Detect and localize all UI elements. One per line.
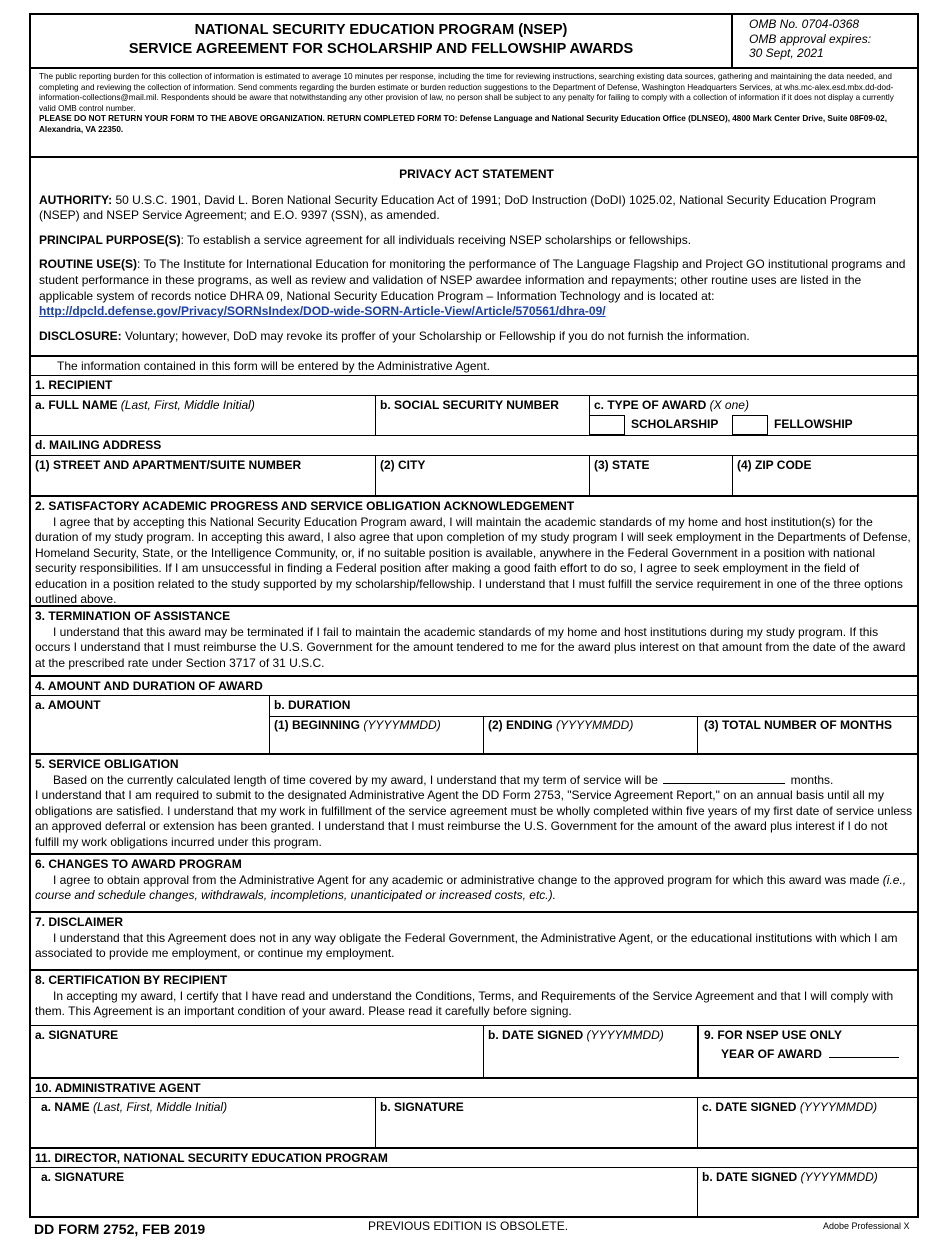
agent-name-hint: (Last, First, Middle Initial) [93,1100,228,1114]
section-10-row [31,1097,917,1147]
city-field[interactable] [375,456,589,495]
section-2-title: 2. SATISFACTORY ACADEMIC PROGRESS AND SERVICE OBLIGATION ACKNOWLEDGEMENT [35,499,575,513]
mailing-address-header [31,435,917,455]
agent-date-label: c. DATE SIGNED [702,1100,797,1114]
info-note-row [31,355,917,375]
state-label: (3) STATE [594,458,650,472]
authority-paragraph [39,193,914,224]
section-7-body: I understand that this Agreement does not in any way obligate the Federal Government, the Administrative Agent, or the educational institutions with which I am associated to provide me employment, or continue my employment. [35,930,898,960]
obsolete-notice: PREVIOUS EDITION IS OBSOLETE. [368,1219,569,1233]
months-label: months. [790,772,834,787]
disclosure-paragraph [39,329,914,345]
ssn-field[interactable] [375,396,589,435]
software-note: Adobe Professional X [823,1221,910,1231]
ssn-label: b. SOCIAL SECURITY NUMBER [380,398,559,412]
director-signature-label: a. SIGNATURE [41,1170,125,1184]
agent-signature-label: b. SIGNATURE [380,1100,464,1114]
ending-hint: (YYYYMMDD) [556,718,634,732]
recipient-signature-label: a. SIGNATURE [35,1028,119,1042]
section-3-body: I understand that this award may be terminated if I fail to maintain the academic standards of my home and host institutions during my study program. If this occurs I understand that I must reimburse the U.S. Government for the amount tendered to me for the award plus interest on that amount from the date of the award at the prescribed rate under Section 3717 of 31 U.S.C. [35,624,906,670]
divider [31,156,917,158]
recipient-signature-field[interactable] [31,1026,483,1077]
fellowship-checkbox[interactable] [732,415,768,435]
mailing-address-row [31,455,917,495]
disclosure-text: Voluntary; however, DoD may revoke its proffer of your Scholarship or Fellowship if you do not furnish the information. [121,328,750,343]
section-1-title: 1. RECIPIENT [35,378,113,392]
ending-field[interactable] [483,716,697,754]
year-of-award-input[interactable] [829,1047,899,1058]
section-8 [31,969,917,1025]
section-3 [31,605,917,675]
section-11-row [31,1167,917,1216]
year-of-award-line [704,1047,913,1063]
authority-text: 50 U.S.C. 1901, David L. Boren National Security Education Act of 1991; DoD Instruction (DoDI) 1025.02, National Security Education Program (NSEP) and NSEP Service Agreement; and E.O. 9397 (SSN), as amended. [39,192,876,223]
section-9-title: 9. FOR NSEP USE ONLY [704,1028,843,1042]
form-header [31,15,917,69]
section-5-first-line [35,773,913,789]
zip-label: (4) ZIP CODE [737,458,812,472]
section-4-row [31,695,917,753]
section-8-body: In accepting my award, I certify that I have read and understand the Conditions, Terms, and Requirements of the Service Agreement and that I will comply with them. This Agreement is an important condition of your award. Please read it carefully before signing. [35,988,894,1018]
privacy-act-statement [39,167,914,353]
section-4-title: 4. AMOUNT AND DURATION OF AWARD [35,679,263,693]
info-note: The information contained in this form will be entered by the Administrative Agent. [57,359,490,373]
title-line-1: NATIONAL SECURITY EDUCATION PROGRAM (NSEP) [194,22,568,38]
title-line-2: SERVICE AGREEMENT FOR SCHOLARSHIP AND FELLOWSHIP AWARDS [128,41,634,57]
section-8-title: 8. CERTIFICATION BY RECIPIENT [35,973,228,987]
authority-label: AUTHORITY: [39,192,113,207]
section-2 [31,495,917,605]
service-agreement-form [29,13,919,1218]
routine-label: ROUTINE USE(S) [39,257,138,272]
nsep-use-only [697,1026,917,1077]
omb-expires-date: 30 Sept, 2021 [749,46,824,60]
section-6-body: I agree to obtain approval from the Administrative Agent for any academic or administrative change to the approved program for which this award was made [53,872,883,887]
section-5-body-pre: Based on the currently calculated length of time covered by my award, I understand that my term of service will be [53,772,658,787]
purpose-text: : To establish a service agreement for all individuals receiving NSEP scholarships or fellowships. [180,232,692,247]
section-11-header [31,1147,917,1167]
service-term-months-input[interactable] [663,773,785,784]
mailing-address-label: d. MAILING ADDRESS [35,438,162,452]
section-10-title: 10. ADMINISTRATIVE AGENT [35,1081,201,1095]
director-date-hint: (YYYYMMDD) [800,1170,878,1184]
recipient-date-hint: (YYYYMMDD) [586,1028,664,1042]
full-name-field[interactable] [31,396,375,435]
omb-expires-label: OMB approval expires: [749,31,872,46]
form-id: DD FORM 2752, FEB 2019 [34,1221,206,1237]
section-5 [31,753,917,853]
zip-field[interactable] [732,456,917,495]
routine-use-paragraph [39,257,914,319]
omb-number: OMB No. 0704-0368 [749,17,860,31]
section-6 [31,853,917,911]
amount-field[interactable] [31,696,269,753]
section-10-header [31,1077,917,1097]
purpose-paragraph [39,233,914,249]
section-3-title: 3. TERMINATION OF ASSISTANCE [35,609,231,623]
section-7-title: 7. DISCLAIMER [35,915,124,929]
duration-label: b. DURATION [269,696,917,716]
routine-text: : To The Institute for International Education for monitoring the performance of The Language Flagship and Project GO institutional programs and student performance in these programs, as well as review and validation of NSEP awardee information and repayments; other routine uses are listed in the applicable system of records notice DHRA 09, National Security Education Program – Information Technology and is located at: [39,257,906,303]
award-type-hint: (X one) [709,398,749,412]
sorn-link[interactable]: http://dpcld.defense.gov/Privacy/SORNsIndex/DOD-wide-SORN-Article-View/Article/570561/dhra-09/ [39,304,606,319]
beginning-label: (1) BEGINNING [274,718,361,732]
section-2-body: I agree that by accepting this National Security Education Program award, I will maintain the academic standards of my home and host institution(s) for the duration of my study program. In accepting this award, I also agree that upon completion of my study program I will seek employment in the Departments of Defense, Homeland Security, State, or the Intelligence Community, or, if no suitable position is available, anywhere in the Federal Government in a position with national security responsibilities. If I am unsuccessful in finding a Federal position after making a good faith effort to do so, I agree to seek employment in the field of education in a position related to the study supported by my scholarship/fellowship. I understand that I must fulfill the service requirement in one of the three options outlined above. [35,514,911,606]
section-5-title: 5. SERVICE OBLIGATION [35,757,179,771]
beginning-hint: (YYYYMMDD) [363,718,441,732]
award-type-label: c. TYPE OF AWARD [594,398,707,412]
section-11-title: 11. DIRECTOR, NATIONAL SECURITY EDUCATION PROGRAM [35,1151,388,1165]
fellowship-label: FELLOWSHIP [774,417,853,431]
section-4-header [31,675,917,695]
year-of-award-label: YEAR OF AWARD [721,1046,822,1061]
return-instructions: PLEASE DO NOT RETURN YOUR FORM TO THE ABOVE ORGANIZATION. RETURN COMPLETED FORM TO: Defense Language and National Security Education Office (DLNSEO), 4800 Mark Center Drive, Suite 08F09-02, Alexandria, VA 22350. [39,114,887,134]
section-1-header [31,375,917,395]
purpose-label: PRINCIPAL PURPOSE(S) [39,232,181,247]
full-name-label: a. FULL NAME [35,398,118,412]
full-name-hint: (Last, First, Middle Initial) [120,398,255,412]
omb-info [731,15,917,67]
total-months-label: (3) TOTAL NUMBER OF MONTHS [704,718,892,732]
agent-date-hint: (YYYYMMDD) [799,1100,878,1114]
section-7 [31,911,917,969]
state-field[interactable] [589,456,732,495]
section-6-title: 6. CHANGES TO AWARD PROGRAM [35,857,242,871]
amount-label: a. AMOUNT [35,698,101,712]
director-signature-field[interactable] [31,1168,697,1216]
scholarship-label: SCHOLARSHIP [631,417,719,431]
form-title [31,21,731,59]
street-field[interactable] [31,456,375,495]
director-date-field[interactable] [697,1168,917,1216]
section-6-paragraph [35,873,913,904]
ending-label: (2) ENDING [488,718,553,732]
burden-text: The public reporting burden for this collection of information is estimated to average 10 minutes per response, including the time for reviewing instructions, searching existing data sources, gathering and maintaining the data needed, and completing and reviewing the collection of information. Send comments regarding the burden estimate or burden reduction suggestions to the Department of Defense, Washington Headquarters Services, at whs.mc-alex.esd.mbx.dd-dod-information-collections@mail.mil. Respondents should be aware that notwithstanding any other provision of law, no person shall be subject to any penalty for failing to comply with a collection of information if it does not display a currently valid OMB control number. [39,72,894,113]
section-8-signature-row [31,1025,917,1077]
agent-signature-field[interactable] [375,1098,697,1147]
agent-date-field[interactable] [697,1098,917,1147]
city-label: (2) CITY [380,458,426,472]
beginning-field[interactable] [269,716,483,754]
disclosure-label: DISCLOSURE: [39,328,122,343]
street-label: (1) STREET AND APARTMENT/SUITE NUMBER [35,458,302,472]
section-1-row-a [31,395,917,435]
scholarship-checkbox[interactable] [589,415,625,435]
agent-name-field[interactable] [31,1098,375,1147]
section-5-body-post: I understand that I am required to submit to the designated Administrative Agent the DD Form 2753, "Service Agreement Report," on an annual basis until all my obligations are satisfied. I understand that my work in fulfillment of the service agreement must be wholly completed within five years of my first date of service unless an approved deferral or extension has been granted. I understand that I must reimburse the U.S. Government for the amount of the award plus interest if I do not fulfill my work obligations incurred under this program. [35,788,913,849]
director-date-label: b. DATE SIGNED [702,1170,798,1184]
privacy-title: PRIVACY ACT STATEMENT [399,167,554,181]
burden-statement [39,72,911,136]
recipient-date-field[interactable] [483,1026,697,1077]
recipient-date-label: b. DATE SIGNED [488,1028,584,1042]
total-months-field[interactable] [697,716,917,754]
agent-name-label: a. NAME [41,1100,90,1114]
section-6-examples: (i.e., course and schedule changes, withdrawals, incompletions, unanticipated or increased costs, etc.). [35,872,907,902]
